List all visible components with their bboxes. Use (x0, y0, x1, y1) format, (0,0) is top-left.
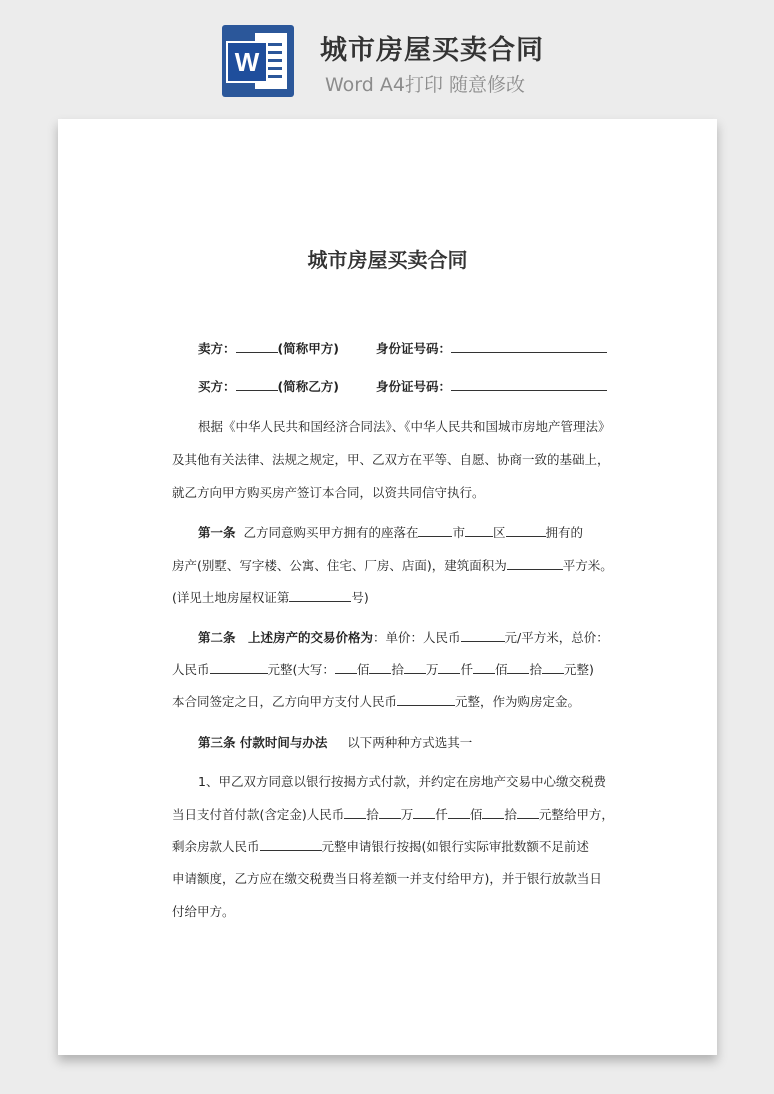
word-icon-letter: W (226, 41, 268, 83)
article-2-line-2: 人民币 元整(大写： 佰 拾 万 仟 佰 拾 元整) (172, 662, 594, 677)
payment-line-4: 申请额度，乙方应在缴交税费当日将差额一并支付给甲方)，并于银行放款当日 (172, 871, 602, 886)
seller-line: 卖方： (简称甲方) (198, 341, 339, 356)
payment-line-2: 当日支付首付款(含定金)人民币 拾 万 仟 佰 拾 元整给甲方， (172, 807, 614, 822)
article-1-line-2: 房产(别墅、写字楼、公寓、住宅、厂房、店面)，建筑面积为 平方米。 (172, 558, 613, 573)
intro-line-3: 就乙方向甲方购买房产签订本合同，以资共同信守执行。 (172, 485, 485, 500)
header-title: 城市房屋买卖合同 (320, 35, 544, 66)
word-icon (222, 25, 294, 97)
watermark (89, 450, 116, 477)
intro-line-1: 根据《中华人民共和国经济合同法》、《中华人民共和国城市房地产管理法》 (198, 419, 611, 434)
payment-line-3: 剩余房款人民币 元整申请银行按揭(如银行实际审批数额不足前述 (172, 839, 589, 854)
article-2-line-3: 本合同签定之日，乙方向甲方支付人民币 元整，作为购房定金。 (172, 694, 581, 709)
header (0, 0, 774, 112)
intro-line-2: 及其他有关法律、法规之规定，甲、乙双方在平等、自愿、协商一致的基础上， (172, 452, 610, 467)
article-3-heading: 第三条 付款时间与办法 以下两种种方式选其一 (198, 735, 473, 750)
seller-id-line: 身份证号码： (376, 339, 607, 357)
payment-line-1: 1、甲乙双方同意以银行按揭方式付款，并约定在房地产交易中心缴交税费 (198, 774, 606, 789)
article-2-line-1: 第二条 上述房产的交易价格为：单价：人民币 元/平方米，总价： (198, 630, 609, 645)
article-1-line-3: (详见土地房屋权证第 号) (172, 590, 369, 605)
header-subtitle: Word A4打印 随意修改 (325, 74, 526, 96)
payment-line-5: 付给甲方。 (172, 904, 235, 919)
buyer-id-line: 身份证号码： (376, 377, 607, 395)
article-1-line-1: 第一条 乙方同意购买甲方拥有的座落在 市 区 拥有的 (198, 525, 584, 540)
buyer-line: 买方： (简称乙方) (198, 379, 339, 394)
document-page (58, 119, 717, 1055)
document-title: 城市房屋买卖合同 (307, 248, 468, 272)
